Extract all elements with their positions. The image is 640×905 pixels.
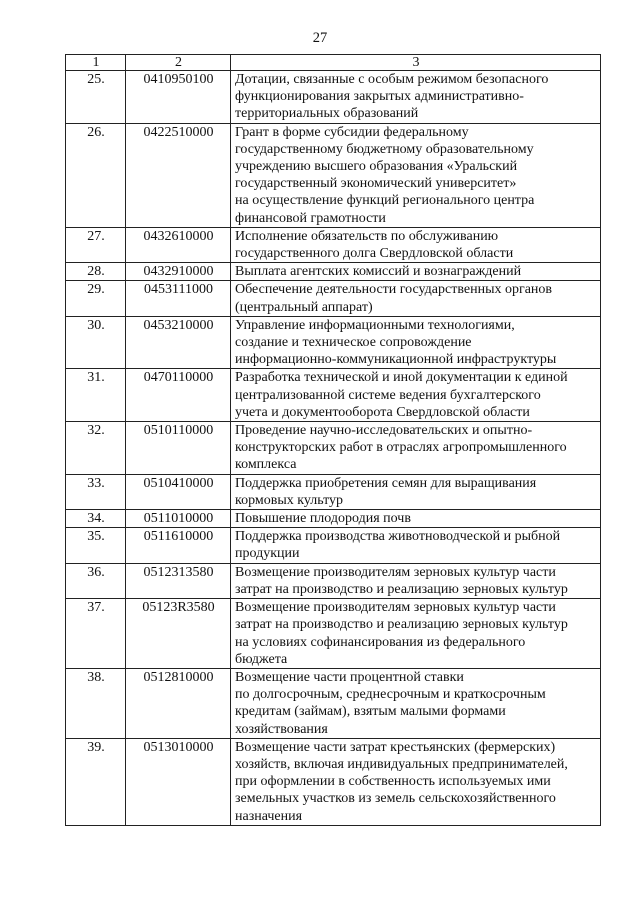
row-number: 25. <box>66 71 126 124</box>
row-number: 31. <box>66 369 126 422</box>
budget-code: 0512810000 <box>126 668 231 738</box>
item-description: Грант в форме субсидии федеральному государственному бюджетному образовательному учреждению высшего образования «Уральский государственный экономический университет» на осуществление функций регионального центра финансовой грамотности <box>231 123 601 227</box>
row-number: 37. <box>66 599 126 669</box>
table-row <box>66 510 601 528</box>
budget-code: 0432610000 <box>126 227 231 262</box>
item-description: Повышение плодородия почв <box>231 510 601 528</box>
budget-code: 0422510000 <box>126 123 231 227</box>
item-description: Выплата агентских комиссий и вознаграждений <box>231 263 601 281</box>
item-description: Поддержка приобретения семян для выращивания кормовых культур <box>231 474 601 509</box>
table-row <box>66 668 601 738</box>
item-description: Возмещение производителям зерновых культур части затрат на производство и реализацию зерновых культур на условиях софинансирования из федерального бюджета <box>231 599 601 669</box>
table-row <box>66 422 601 475</box>
row-number: 26. <box>66 123 126 227</box>
budget-code: 0510110000 <box>126 422 231 475</box>
item-description: Поддержка производства животноводческой и рыбной продукции <box>231 528 601 563</box>
item-description: Проведение научно-исследовательских и опытно- конструкторских работ в отраслях агропромышленного комплекса <box>231 422 601 475</box>
budget-code: 0513010000 <box>126 738 231 825</box>
item-description: Возмещение части затрат крестьянских (фермерских) хозяйств, включая индивидуальных предпринимателей, при оформлении в собственность используемых ими земельных участков из земель сельскохозяйственного назначения <box>231 738 601 825</box>
budget-code: 0511010000 <box>126 510 231 528</box>
item-description: Разработка технической и иной документации к единой централизованной системе ведения бухгалтерского учета и документооборота Свердловской области <box>231 369 601 422</box>
table-row <box>66 738 601 825</box>
row-number: 28. <box>66 263 126 281</box>
budget-code: 0453111000 <box>126 281 231 316</box>
table-row <box>66 281 601 316</box>
item-description: Возмещение производителям зерновых культур части затрат на производство и реализацию зерновых культур <box>231 563 601 598</box>
budget-code: 0453210000 <box>126 316 231 369</box>
table-row <box>66 227 601 262</box>
table-row <box>66 369 601 422</box>
item-description: Обеспечение деятельности государственных органов (центральный аппарат) <box>231 281 601 316</box>
budget-codes-table <box>65 54 601 826</box>
page-number: 27 <box>312 30 328 46</box>
item-description: Управление информационными технологиями, создание и техническое сопровождение информационно-коммуникационной инфраструктуры <box>231 316 601 369</box>
header-col-2: 2 <box>126 55 231 71</box>
row-number: 36. <box>66 563 126 598</box>
item-description: Исполнение обязательств по обслуживанию государственного долга Свердловской области <box>231 227 601 262</box>
row-number: 29. <box>66 281 126 316</box>
table-row <box>66 71 601 124</box>
item-description: Возмещение части процентной ставки по долгосрочным, среднесрочным и краткосрочным кредитам (займам), взятым малыми формами хозяйствования <box>231 668 601 738</box>
budget-code: 0470110000 <box>126 369 231 422</box>
row-number: 27. <box>66 227 126 262</box>
budget-code: 05123R3580 <box>126 599 231 669</box>
row-number: 35. <box>66 528 126 563</box>
table-row <box>66 316 601 369</box>
budget-code: 0512313580 <box>126 563 231 598</box>
budget-code: 0511610000 <box>126 528 231 563</box>
header-col-1: 1 <box>66 55 126 71</box>
row-number: 30. <box>66 316 126 369</box>
table-header-row <box>66 55 601 71</box>
table-row <box>66 123 601 227</box>
row-number: 38. <box>66 668 126 738</box>
table-row <box>66 263 601 281</box>
item-description: Дотации, связанные с особым режимом безопасного функционирования закрытых административно- территориальных образований <box>231 71 601 124</box>
table-row <box>66 599 601 669</box>
row-number: 34. <box>66 510 126 528</box>
row-number: 39. <box>66 738 126 825</box>
row-number: 33. <box>66 474 126 509</box>
budget-code: 0510410000 <box>126 474 231 509</box>
header-col-3: 3 <box>231 55 601 71</box>
table-row <box>66 528 601 563</box>
budget-code: 0432910000 <box>126 263 231 281</box>
budget-code: 0410950100 <box>126 71 231 124</box>
table-row <box>66 474 601 509</box>
row-number: 32. <box>66 422 126 475</box>
table-row <box>66 563 601 598</box>
